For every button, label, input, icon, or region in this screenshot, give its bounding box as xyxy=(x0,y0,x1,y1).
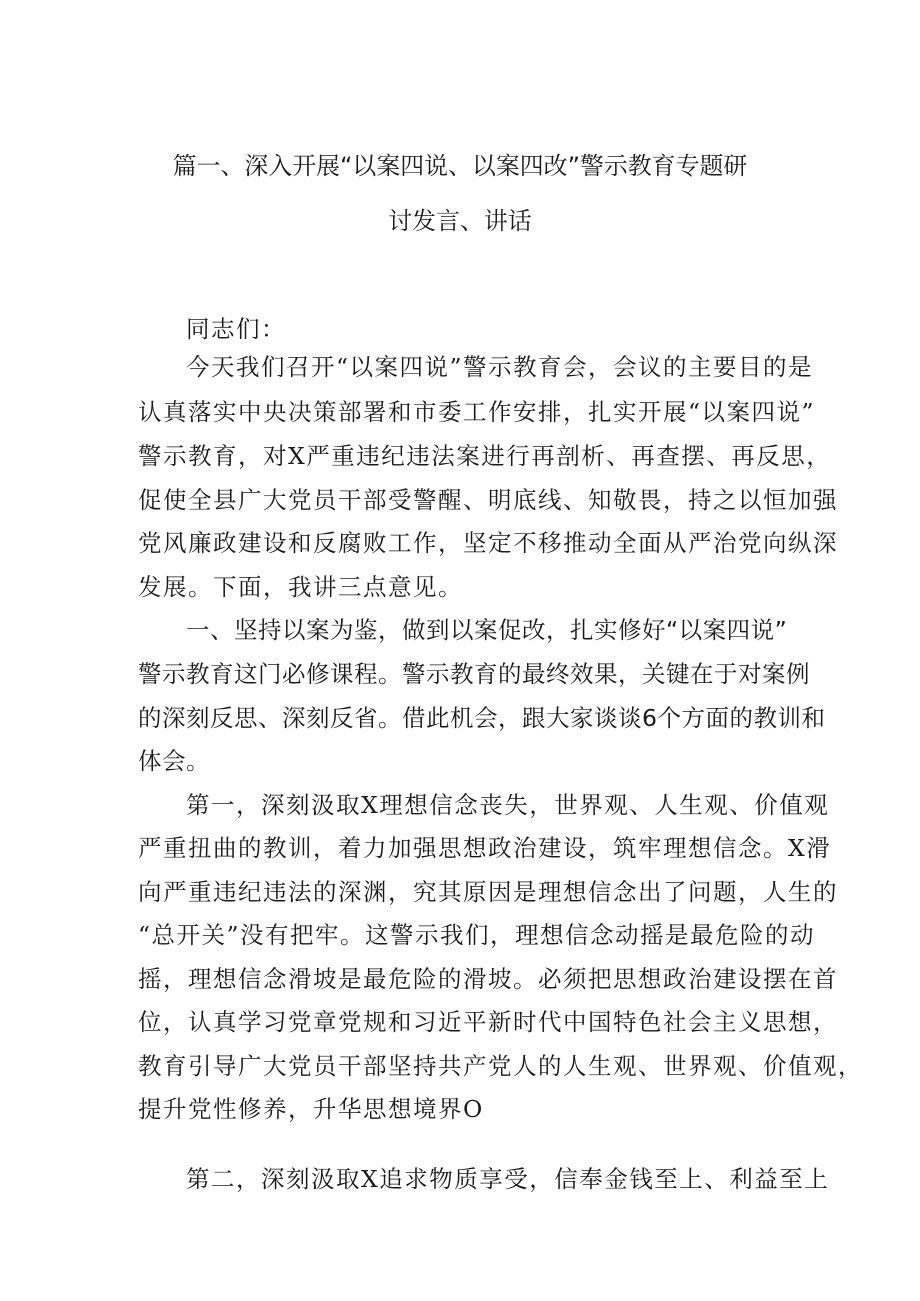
point-one-line: “总开关”没有把牢。这警示我们，理想信念动摇是最危险的动 xyxy=(138,921,816,949)
point-one-line: 教育引导广大党员干部坚持共产党人的人生观、世界观、价值观， xyxy=(138,1052,863,1080)
intro-line: 发展。下面，我讲三点意见。 xyxy=(138,573,463,601)
intro-line: 警示教育，对X严重违纪违法案进行再剖析、再查摆、再反思， xyxy=(138,442,832,470)
point-one-line: 摇，理想信念滑坡是最危险的滑坡。必须把思想政治建设摆在首 xyxy=(138,965,838,993)
point-one-line: 严重扭曲的教训，着力加强思想政治建设，筑牢理想信念。X滑 xyxy=(138,834,832,862)
section-heading-line: 警示教育这门必修课程。警示教育的最终效果，关键在于对案例 xyxy=(138,660,810,688)
section-heading-line: 一、坚持以案为鉴，做到以案促改，扎实修好“以案四说” xyxy=(186,616,788,644)
point-two-line: 第二，深刻汲取X追求物质享受，信奉金钱至上、利益至上 xyxy=(186,1165,830,1193)
section-heading-line: 的深刻反思、深刻反省。借此机会，跟大家谈谈6个方面的教训和 xyxy=(138,704,826,732)
intro-line: 今天我们召开“以案四说”警示教育会，会议的主要目的是 xyxy=(186,353,814,381)
intro-line: 认真落实中央决策部署和市委工作安排，扎实开展“以案四说” xyxy=(138,398,816,426)
point-one-line: 第一，深刻汲取X理想信念丧失，世界观、人生观、价值观 xyxy=(186,791,830,819)
point-one-line: 向严重违纪违法的深渊，究其原因是理想信念出了问题，人生的 xyxy=(138,878,838,906)
document-title-line-1: 篇一、深入开展“以案四说、以案四改”警示教育专题研 xyxy=(172,152,748,180)
point-one-line: 提升党性修养，升华思想境界O xyxy=(138,1095,484,1123)
section-heading-line: 体会。 xyxy=(138,747,210,775)
intro-line: 党风廉政建设和反腐败工作，坚定不移推动全面从严治党向纵深 xyxy=(138,529,838,557)
intro-line: 促使全县广大党员干部受警醒、明底线、知敬畏，持之以恒加强 xyxy=(138,486,838,514)
salutation: 同志们： xyxy=(186,315,286,343)
point-one-line: 位，认真学习党章党规和习近平新时代中国特色社会主义思想， xyxy=(138,1008,838,1036)
document-title-line-2: 讨发言、讲话 xyxy=(388,207,532,235)
